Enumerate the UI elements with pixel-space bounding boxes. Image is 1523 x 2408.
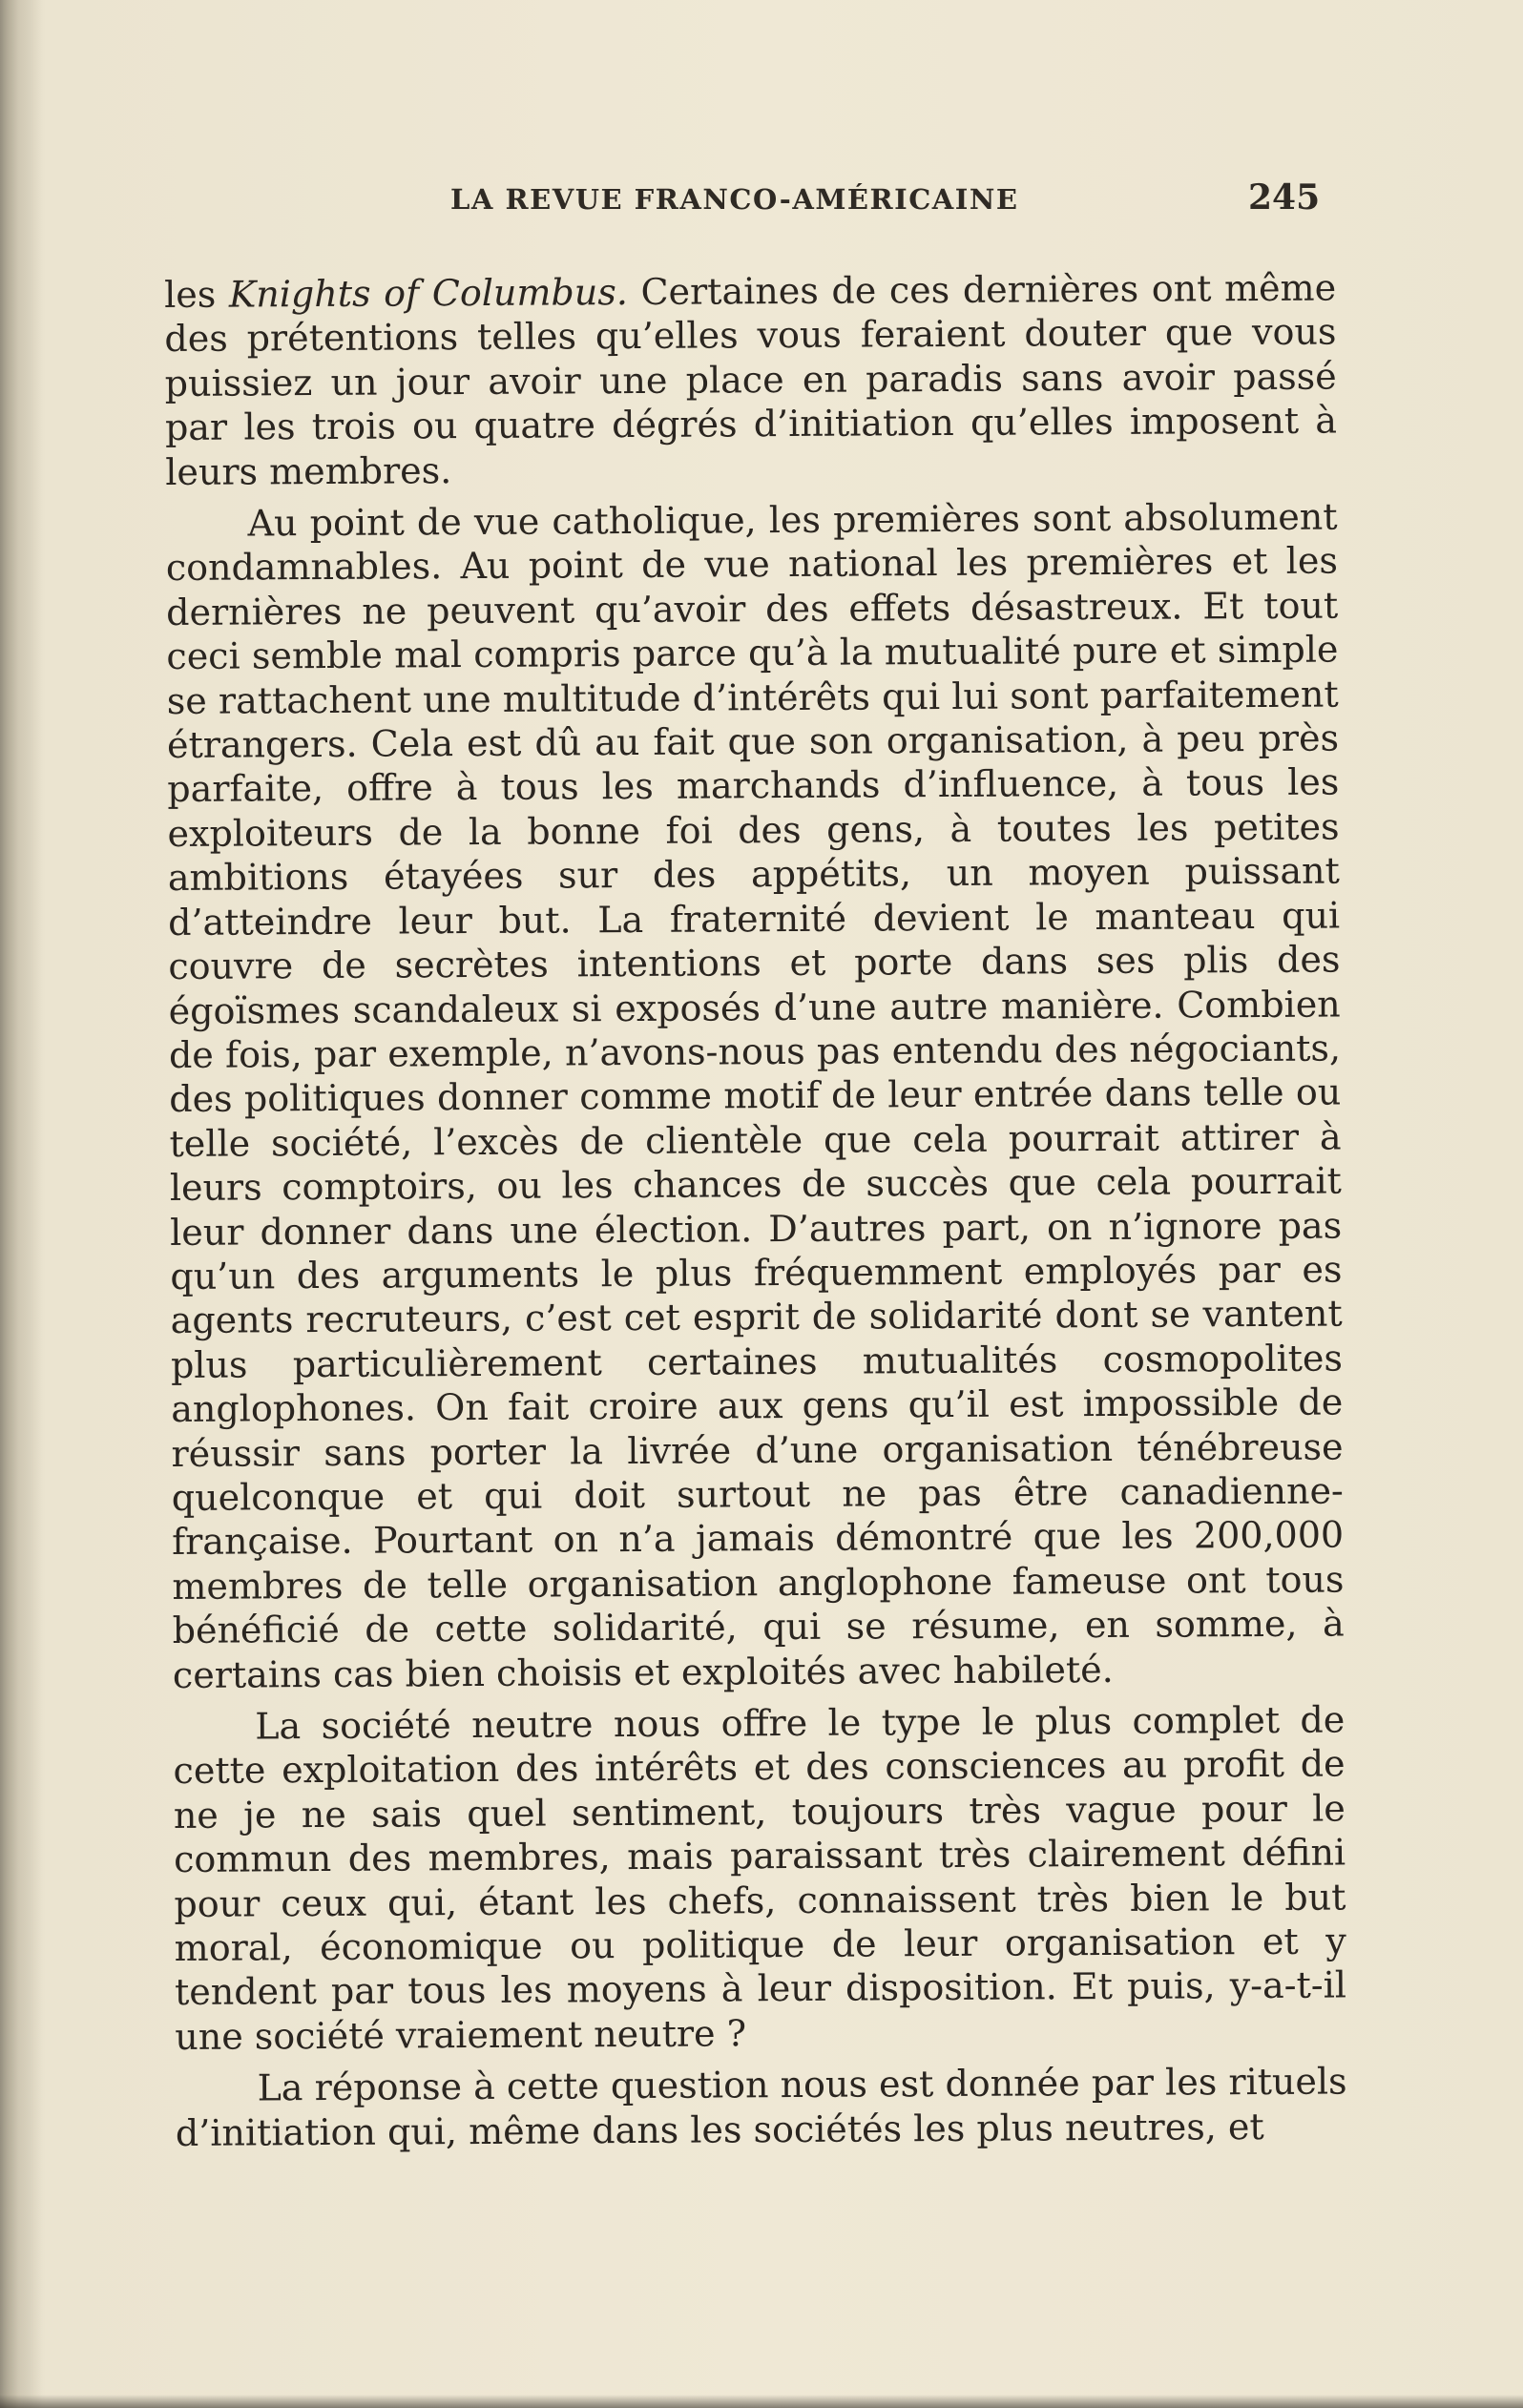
paragraph-1 — [164, 265, 1337, 494]
paragraph-4: La réponse à cette question nous est donnée par les rituels d’initiation qui, même dans les sociétés les plus neutres, et — [175, 2060, 1347, 2154]
page-number: 245 — [1248, 177, 1321, 218]
bottom-edge-shadow — [0, 2395, 1523, 2408]
running-title: LA REVUE FRANCO-AMÉRICAINE — [450, 183, 1019, 216]
paragraph-3: La société neutre nous offre le type le plus complet de cette exploitation des intérêts et des consciences au profit de ne je ne sais quel sentiment, toujours très vague pour le commun des membres, mais paraissant très clairement défini pour ceux qui, étant les chefs, connaissent très bien le but moral, économique ou politique de leur organisation et y tendent par tous les moyens à leur disposition. Et puis, y-a-t-il une société vraiement neutre ? — [173, 1698, 1347, 2058]
paragraph-1-start: les — [164, 273, 230, 316]
paragraph-2: Au point de vue catholique, les premières sont absolument condamnables. Au point de vue national les premières et les dernières ne peuvent qu’avoir des effets désastreux. Et tout ceci semble mal compris parce qu’à la mutualité pure et simple se rattachent une multitude d’intérêts qui lui sont parfaitement étrangers. Cela est dû au fait que son organisation, à peu près parfaite, offre à tous les marchands d’influence, à tous les exploiteurs de la bonne foi des gens, à toutes les petites ambitions étayées sur des appétits, un moyen puissant d’atteindre leur but. La fraternité devient le manteau qui couvre de secrètes intentions et porte dans ses plis des égoïsmes scandaleux si exposés d’une autre manière. Combien de fois, par exemple, n’avons-nous pas entendu des négociants, des politiques donner comme motif de leur entrée dans telle ou telle société, l’excès de clientèle que cela pourrait attirer à leurs comptoirs, ou les chances de succès que cela pourrait leur donner dans une élection. D’autres part, on n’ignore pas qu’un des arguments le plus fréquemment employés par es agents recruteurs, c’est cet esprit de solidarité dont se vantent plus particulièrement certaines mutualités cosmopolites anglophones. On fait croire aux gens qu’il est impossible de réussir sans porter la livrée d’une organisation ténébreuse quelconque et qui doit surtout ne pas être canadienne-française. Pourtant on n’a jamais démontré que les 200,000 membres de telle organisation anglophone fameuse ont tous bénéficié de cette solidarité, qui se résume, en somme, à certains cas bien choisis et exploités avec habileté. — [165, 495, 1345, 1696]
body-text — [164, 265, 1347, 2155]
knights-of-columbus-italic: Knights of Columbus. — [228, 271, 628, 316]
binding-shadow — [0, 0, 42, 2408]
paragraph-1-rest: Certaines de ces dernières ont même des prétentions telles qu’elles vous feraient douter que vous puissiez un jour avoir une place en paradis sans avoir passé par les trois ou quatre dégrés d’initiation qu’elles imposent à leurs membres. — [164, 266, 1338, 493]
